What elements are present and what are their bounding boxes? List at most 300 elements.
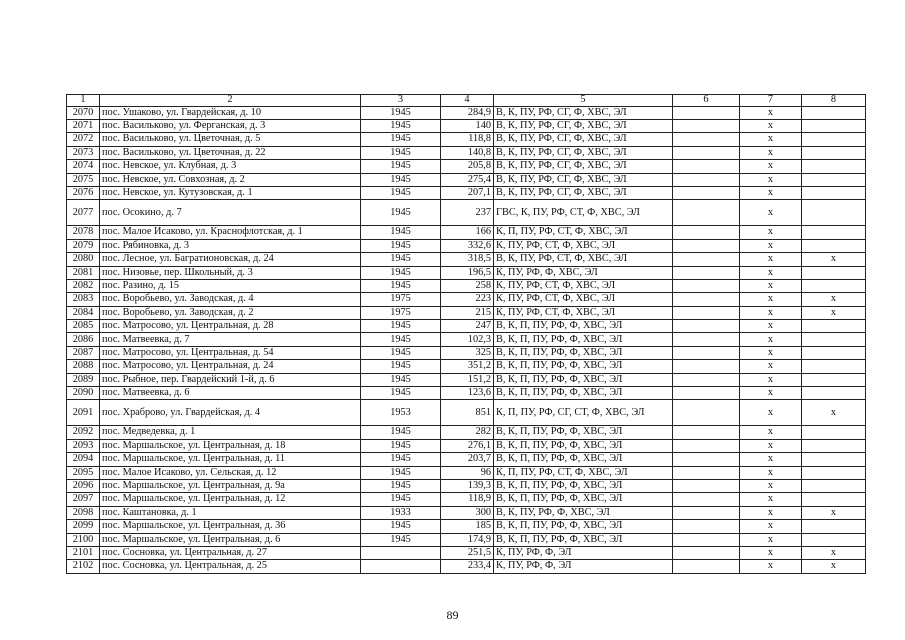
col7-mark: х <box>740 186 802 199</box>
row-number: 2074 <box>67 160 100 173</box>
col7-mark: х <box>740 160 802 173</box>
col8-mark <box>802 479 866 492</box>
col7-mark: х <box>740 279 802 292</box>
area-cell: 174,9 <box>441 533 494 546</box>
area-cell: 325 <box>441 346 494 359</box>
row-number: 2097 <box>67 493 100 506</box>
year-cell: 1945 <box>361 226 441 239</box>
col8-mark <box>802 133 866 146</box>
year-cell: 1945 <box>361 533 441 546</box>
col8-mark <box>802 106 866 119</box>
area-cell: 203,7 <box>441 453 494 466</box>
col6-cell <box>673 387 740 400</box>
col8-mark <box>802 146 866 159</box>
systems-cell: В, К, ПУ, РФ, Ф, ХВС, ЭЛ <box>494 506 673 519</box>
col8-mark <box>802 226 866 239</box>
address-cell: пос. Сосновка, ул. Центральная, д. 25 <box>100 560 361 573</box>
table-row <box>67 160 866 173</box>
systems-cell: В, К, П, ПУ, РФ, Ф, ХВС, ЭЛ <box>494 520 673 533</box>
table-row <box>67 253 866 266</box>
systems-cell: В, К, П, ПУ, РФ, Ф, ХВС, ЭЛ <box>494 533 673 546</box>
year-cell: 1945 <box>361 387 441 400</box>
systems-cell: В, К, П, ПУ, РФ, Ф, ХВС, ЭЛ <box>494 346 673 359</box>
year-cell: 1945 <box>361 493 441 506</box>
year-cell: 1975 <box>361 293 441 306</box>
col6-cell <box>673 160 740 173</box>
col8-mark <box>802 360 866 373</box>
col7-mark: х <box>740 200 802 226</box>
systems-cell: В, К, ПУ, РФ, СГ, Ф, ХВС, ЭЛ <box>494 146 673 159</box>
col6-cell <box>673 293 740 306</box>
area-cell: 140 <box>441 119 494 132</box>
row-number: 2086 <box>67 333 100 346</box>
address-cell: пос. Маршальское, ул. Центральная, д. 36 <box>100 520 361 533</box>
header-col-3: 3 <box>361 95 441 107</box>
area-cell: 351,2 <box>441 360 494 373</box>
area-cell: 282 <box>441 426 494 439</box>
address-cell: пос. Маршальское, ул. Центральная, д. 9а <box>100 479 361 492</box>
table-row <box>67 320 866 333</box>
col7-mark: х <box>740 506 802 519</box>
row-number: 2078 <box>67 226 100 239</box>
systems-cell: В, К, ПУ, РФ, СГ, Ф, ХВС, ЭЛ <box>494 133 673 146</box>
col8-mark <box>802 346 866 359</box>
address-cell: пос. Рыбное, пер. Гвардейский 1-й, д. 6 <box>100 373 361 386</box>
year-cell: 1945 <box>361 466 441 479</box>
housing-register-table <box>66 94 866 574</box>
area-cell: 233,4 <box>441 560 494 573</box>
col6-cell <box>673 133 740 146</box>
address-cell: пос. Рябиновка, д. 3 <box>100 239 361 252</box>
col7-mark: х <box>740 239 802 252</box>
col7-mark: х <box>740 133 802 146</box>
col6-cell <box>673 306 740 319</box>
year-cell: 1945 <box>361 360 441 373</box>
year-cell: 1945 <box>361 333 441 346</box>
area-cell: 300 <box>441 506 494 519</box>
systems-cell: К, ПУ, РФ, Ф, ЭЛ <box>494 546 673 559</box>
row-number: 2085 <box>67 320 100 333</box>
col6-cell <box>673 520 740 533</box>
row-number: 2092 <box>67 426 100 439</box>
address-cell: пос. Невское, ул. Кутузовская, д. 1 <box>100 186 361 199</box>
address-cell: пос. Невское, ул. Клубная, д. 3 <box>100 160 361 173</box>
systems-cell: В, К, П, ПУ, РФ, Ф, ХВС, ЭЛ <box>494 426 673 439</box>
col7-mark: х <box>740 106 802 119</box>
row-number: 2098 <box>67 506 100 519</box>
year-cell: 1945 <box>361 253 441 266</box>
area-cell: 185 <box>441 520 494 533</box>
year-cell: 1945 <box>361 346 441 359</box>
row-number: 2084 <box>67 306 100 319</box>
col8-mark: х <box>802 400 866 426</box>
table-row <box>67 279 866 292</box>
systems-cell: В, К, П, ПУ, РФ, Ф, ХВС, ЭЛ <box>494 387 673 400</box>
col7-mark: х <box>740 466 802 479</box>
col7-mark: х <box>740 373 802 386</box>
col6-cell <box>673 266 740 279</box>
row-number: 2075 <box>67 173 100 186</box>
col6-cell <box>673 146 740 159</box>
row-number: 2080 <box>67 253 100 266</box>
header-col-8: 8 <box>802 95 866 107</box>
row-number: 2091 <box>67 400 100 426</box>
col6-cell <box>673 226 740 239</box>
table-row <box>67 200 866 226</box>
row-number: 2071 <box>67 119 100 132</box>
col6-cell <box>673 333 740 346</box>
header-col-5: 5 <box>494 95 673 107</box>
col8-mark <box>802 173 866 186</box>
table-row <box>67 226 866 239</box>
col6-cell <box>673 200 740 226</box>
area-cell: 166 <box>441 226 494 239</box>
year-cell <box>361 546 441 559</box>
col8-mark <box>802 426 866 439</box>
col8-mark <box>802 520 866 533</box>
col8-mark: х <box>802 293 866 306</box>
area-cell: 139,3 <box>441 479 494 492</box>
row-number: 2094 <box>67 453 100 466</box>
address-cell: пос. Воробьево, ул. Заводская, д. 2 <box>100 306 361 319</box>
col7-mark: х <box>740 346 802 359</box>
col7-mark: х <box>740 520 802 533</box>
systems-cell: К, П, ПУ, РФ, СТ, Ф, ХВС, ЭЛ <box>494 226 673 239</box>
year-cell: 1945 <box>361 279 441 292</box>
row-number: 2090 <box>67 387 100 400</box>
year-cell: 1945 <box>361 320 441 333</box>
address-cell: пос. Васильково, ул. Цветочная, д. 22 <box>100 146 361 159</box>
area-cell: 123,6 <box>441 387 494 400</box>
row-number: 2070 <box>67 106 100 119</box>
header-col-6: 6 <box>673 95 740 107</box>
table-row <box>67 400 866 426</box>
table-row <box>67 387 866 400</box>
col6-cell <box>673 253 740 266</box>
area-cell: 247 <box>441 320 494 333</box>
systems-cell: К, ПУ, РФ, СТ, Ф, ХВС, ЭЛ <box>494 239 673 252</box>
col7-mark: х <box>740 119 802 132</box>
col7-mark: х <box>740 293 802 306</box>
col6-cell <box>673 493 740 506</box>
col8-mark <box>802 333 866 346</box>
col8-mark <box>802 387 866 400</box>
systems-cell: К, ПУ, РФ, Ф, ЭЛ <box>494 560 673 573</box>
area-cell: 318,5 <box>441 253 494 266</box>
year-cell: 1945 <box>361 146 441 159</box>
col6-cell <box>673 279 740 292</box>
col6-cell <box>673 239 740 252</box>
year-cell: 1945 <box>361 453 441 466</box>
col8-mark <box>802 439 866 452</box>
systems-cell: В, К, П, ПУ, РФ, Ф, ХВС, ЭЛ <box>494 479 673 492</box>
col6-cell <box>673 346 740 359</box>
row-number: 2087 <box>67 346 100 359</box>
area-cell: 118,9 <box>441 493 494 506</box>
table-row <box>67 133 866 146</box>
col8-mark <box>802 320 866 333</box>
area-cell: 102,3 <box>441 333 494 346</box>
area-cell: 237 <box>441 200 494 226</box>
col6-cell <box>673 560 740 573</box>
address-cell: пос. Матвеевка, д. 6 <box>100 387 361 400</box>
systems-cell: В, К, ПУ, РФ, СГ, Ф, ХВС, ЭЛ <box>494 160 673 173</box>
col6-cell <box>673 119 740 132</box>
year-cell: 1945 <box>361 173 441 186</box>
row-number: 2088 <box>67 360 100 373</box>
address-cell: пос. Лесное, ул. Багратионовская, д. 24 <box>100 253 361 266</box>
year-cell: 1945 <box>361 239 441 252</box>
col6-cell <box>673 546 740 559</box>
year-cell: 1945 <box>361 266 441 279</box>
col6-cell <box>673 373 740 386</box>
col6-cell <box>673 173 740 186</box>
col8-mark <box>802 373 866 386</box>
row-number: 2100 <box>67 533 100 546</box>
systems-cell: В, К, П, ПУ, РФ, Ф, ХВС, ЭЛ <box>494 453 673 466</box>
col7-mark: х <box>740 387 802 400</box>
area-cell: 96 <box>441 466 494 479</box>
col8-mark <box>802 186 866 199</box>
year-cell: 1945 <box>361 520 441 533</box>
table-row <box>67 293 866 306</box>
row-number: 2079 <box>67 239 100 252</box>
header-col-4: 4 <box>441 95 494 107</box>
col7-mark: х <box>740 333 802 346</box>
table-row <box>67 186 866 199</box>
systems-cell: В, К, П, ПУ, РФ, Ф, ХВС, ЭЛ <box>494 360 673 373</box>
table-row <box>67 266 866 279</box>
row-number: 2081 <box>67 266 100 279</box>
col7-mark: х <box>740 306 802 319</box>
col7-mark: х <box>740 320 802 333</box>
area-cell: 140,8 <box>441 146 494 159</box>
row-number: 2089 <box>67 373 100 386</box>
table-row <box>67 493 866 506</box>
row-number: 2082 <box>67 279 100 292</box>
systems-cell: В, К, ПУ, РФ, СГ, Ф, ХВС, ЭЛ <box>494 106 673 119</box>
col7-mark: х <box>740 253 802 266</box>
col8-mark: х <box>802 253 866 266</box>
systems-cell: К, П, ПУ, РФ, СГ, СТ, Ф, ХВС, ЭЛ <box>494 400 673 426</box>
row-number: 2096 <box>67 479 100 492</box>
table-row <box>67 453 866 466</box>
area-cell: 223 <box>441 293 494 306</box>
header-col-1: 1 <box>67 95 100 107</box>
address-cell: пос. Маршальское, ул. Центральная, д. 6 <box>100 533 361 546</box>
col8-mark: х <box>802 506 866 519</box>
col8-mark: х <box>802 546 866 559</box>
col6-cell <box>673 400 740 426</box>
systems-cell: В, К, ПУ, РФ, СГ, Ф, ХВС, ЭЛ <box>494 173 673 186</box>
systems-cell: В, К, П, ПУ, РФ, Ф, ХВС, ЭЛ <box>494 333 673 346</box>
address-cell: пос. Васильково, ул. Ферганская, д. 3 <box>100 119 361 132</box>
table-row <box>67 239 866 252</box>
col7-mark: х <box>740 493 802 506</box>
area-cell: 275,4 <box>441 173 494 186</box>
col7-mark: х <box>740 560 802 573</box>
year-cell: 1945 <box>361 186 441 199</box>
col8-mark: х <box>802 560 866 573</box>
table-row <box>67 173 866 186</box>
col7-mark: х <box>740 173 802 186</box>
year-cell: 1945 <box>361 106 441 119</box>
year-cell: 1945 <box>361 200 441 226</box>
col8-mark <box>802 493 866 506</box>
area-cell: 258 <box>441 279 494 292</box>
address-cell: пос. Матросово, ул. Центральная, д. 28 <box>100 320 361 333</box>
row-number: 2076 <box>67 186 100 199</box>
area-cell: 151,2 <box>441 373 494 386</box>
address-cell: пос. Матвеевка, д. 7 <box>100 333 361 346</box>
row-number: 2083 <box>67 293 100 306</box>
table-row <box>67 479 866 492</box>
col6-cell <box>673 453 740 466</box>
year-cell: 1933 <box>361 506 441 519</box>
col6-cell <box>673 506 740 519</box>
address-cell: пос. Воробьево, ул. Заводская, д. 4 <box>100 293 361 306</box>
header-col-2: 2 <box>100 95 361 107</box>
col6-cell <box>673 360 740 373</box>
systems-cell: В, К, П, ПУ, РФ, Ф, ХВС, ЭЛ <box>494 320 673 333</box>
systems-cell: В, К, ПУ, РФ, СТ, Ф, ХВС, ЭЛ <box>494 253 673 266</box>
row-number: 2102 <box>67 560 100 573</box>
address-cell: пос. Осокино, д. 7 <box>100 200 361 226</box>
col7-mark: х <box>740 533 802 546</box>
header-row <box>67 95 866 107</box>
systems-cell: К, ПУ, РФ, Ф, ХВС, ЭЛ <box>494 266 673 279</box>
address-cell: пос. Маршальское, ул. Центральная, д. 11 <box>100 453 361 466</box>
area-cell: 118,8 <box>441 133 494 146</box>
table-body <box>67 95 866 574</box>
row-number: 2101 <box>67 546 100 559</box>
address-cell: пос. Малое Исаково, ул. Краснофлотская, д. 1 <box>100 226 361 239</box>
table-row <box>67 520 866 533</box>
table-row <box>67 426 866 439</box>
systems-cell: К, ПУ, РФ, СТ, Ф, ХВС, ЭЛ <box>494 306 673 319</box>
col6-cell <box>673 439 740 452</box>
address-cell: пос. Маршальское, ул. Центральная, д. 18 <box>100 439 361 452</box>
year-cell: 1953 <box>361 400 441 426</box>
row-number: 2093 <box>67 439 100 452</box>
year-cell <box>361 560 441 573</box>
address-cell: пос. Матросово, ул. Центральная, д. 24 <box>100 360 361 373</box>
year-cell: 1945 <box>361 439 441 452</box>
table-row <box>67 466 866 479</box>
address-cell: пос. Сосновка, ул. Центральная, д. 27 <box>100 546 361 559</box>
table-row <box>67 560 866 573</box>
table-row <box>67 333 866 346</box>
col7-mark: х <box>740 479 802 492</box>
col8-mark <box>802 266 866 279</box>
address-cell: пос. Васильково, ул. Цветочная, д. 5 <box>100 133 361 146</box>
table-row <box>67 306 866 319</box>
table-row <box>67 119 866 132</box>
table-row <box>67 546 866 559</box>
table-row <box>67 360 866 373</box>
year-cell: 1945 <box>361 373 441 386</box>
systems-cell: В, К, ПУ, РФ, СГ, Ф, ХВС, ЭЛ <box>494 119 673 132</box>
col7-mark: х <box>740 360 802 373</box>
row-number: 2099 <box>67 520 100 533</box>
area-cell: 205,8 <box>441 160 494 173</box>
address-cell: пос. Ушаково, ул. Гвардейская, д. 10 <box>100 106 361 119</box>
row-number: 2095 <box>67 466 100 479</box>
col7-mark: х <box>740 146 802 159</box>
area-cell: 215 <box>441 306 494 319</box>
systems-cell: К, ПУ, РФ, СТ, Ф, ХВС, ЭЛ <box>494 279 673 292</box>
systems-cell: В, К, ПУ, РФ, СГ, Ф, ХВС, ЭЛ <box>494 186 673 199</box>
address-cell: пос. Матросово, ул. Центральная, д. 54 <box>100 346 361 359</box>
header-col-7: 7 <box>740 95 802 107</box>
col8-mark <box>802 239 866 252</box>
year-cell: 1945 <box>361 426 441 439</box>
col7-mark: х <box>740 226 802 239</box>
address-cell: пос. Медведевка, д. 1 <box>100 426 361 439</box>
col7-mark: х <box>740 400 802 426</box>
systems-cell: В, К, П, ПУ, РФ, Ф, ХВС, ЭЛ <box>494 439 673 452</box>
table-row <box>67 146 866 159</box>
area-cell: 207,1 <box>441 186 494 199</box>
table-row <box>67 346 866 359</box>
col8-mark <box>802 453 866 466</box>
col8-mark <box>802 119 866 132</box>
col7-mark: х <box>740 546 802 559</box>
area-cell: 276,1 <box>441 439 494 452</box>
col6-cell <box>673 106 740 119</box>
year-cell: 1945 <box>361 160 441 173</box>
col6-cell <box>673 426 740 439</box>
col8-mark <box>802 533 866 546</box>
address-cell: пос. Каштановка, д. 1 <box>100 506 361 519</box>
area-cell: 332,6 <box>441 239 494 252</box>
col8-mark <box>802 200 866 226</box>
col7-mark: х <box>740 426 802 439</box>
year-cell: 1975 <box>361 306 441 319</box>
table-row <box>67 373 866 386</box>
address-cell: пос. Невское, ул. Совхозная, д. 2 <box>100 173 361 186</box>
systems-cell: К, П, ПУ, РФ, СТ, Ф, ХВС, ЭЛ <box>494 466 673 479</box>
table-row <box>67 439 866 452</box>
col6-cell <box>673 479 740 492</box>
year-cell: 1945 <box>361 119 441 132</box>
page-number: 89 <box>446 608 459 622</box>
systems-cell: К, ПУ, РФ, СТ, Ф, ХВС, ЭЛ <box>494 293 673 306</box>
col6-cell <box>673 533 740 546</box>
year-cell: 1945 <box>361 479 441 492</box>
row-number: 2072 <box>67 133 100 146</box>
col8-mark <box>802 466 866 479</box>
address-cell: пос. Низовье, пер. Школьный, д. 3 <box>100 266 361 279</box>
area-cell: 851 <box>441 400 494 426</box>
col6-cell <box>673 466 740 479</box>
table-row <box>67 506 866 519</box>
address-cell: пос. Храброво, ул. Гвардейская, д. 4 <box>100 400 361 426</box>
col7-mark: х <box>740 266 802 279</box>
col7-mark: х <box>740 439 802 452</box>
area-cell: 196,5 <box>441 266 494 279</box>
col8-mark: х <box>802 306 866 319</box>
col8-mark <box>802 160 866 173</box>
address-cell: пос. Маршальское, ул. Центральная, д. 12 <box>100 493 361 506</box>
col8-mark <box>802 279 866 292</box>
row-number: 2073 <box>67 146 100 159</box>
col6-cell <box>673 320 740 333</box>
year-cell: 1945 <box>361 133 441 146</box>
area-cell: 284,9 <box>441 106 494 119</box>
row-number: 2077 <box>67 200 100 226</box>
systems-cell: В, К, П, ПУ, РФ, Ф, ХВС, ЭЛ <box>494 493 673 506</box>
